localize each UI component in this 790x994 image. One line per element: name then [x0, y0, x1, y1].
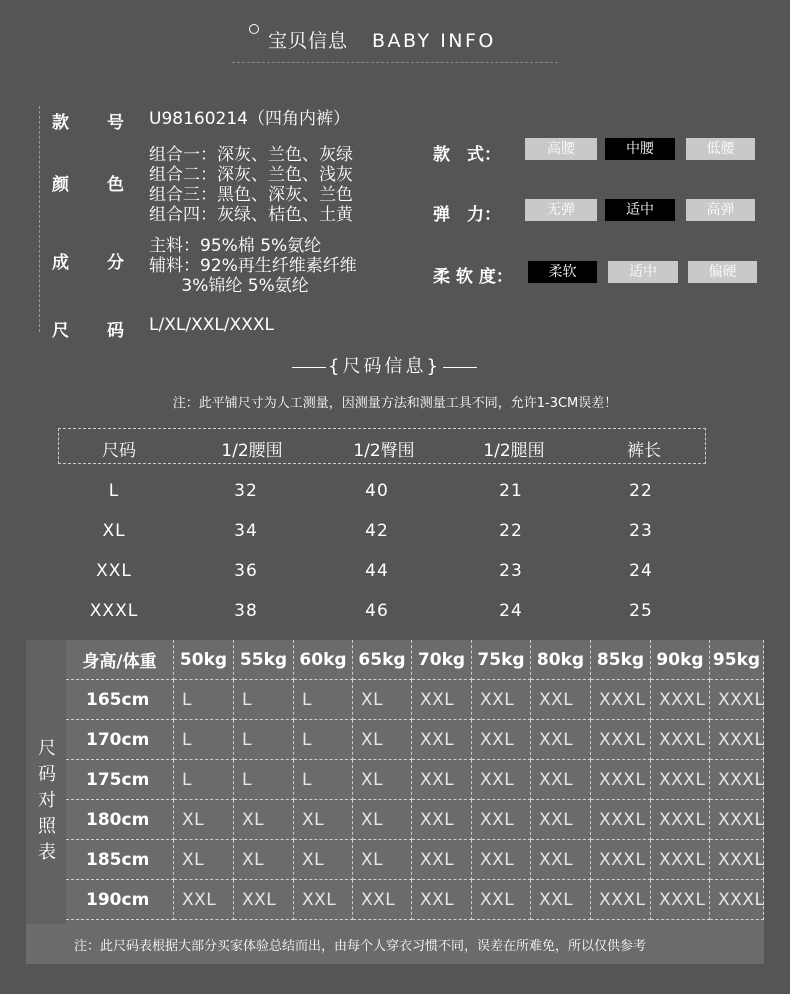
color-label-2: 色: [107, 175, 124, 195]
reference-size-cell: XL: [353, 720, 412, 760]
attr-elastic-label: 弹 力：: [433, 205, 501, 225]
size-table-cell: 24: [499, 601, 523, 621]
reference-weight-header: 50kg: [174, 640, 234, 680]
reference-size-cell: XXL: [472, 720, 531, 760]
attr-elastic-option-2: 适中: [605, 199, 675, 221]
reference-size-cell: XXXL: [651, 840, 710, 880]
attr-elastic-option-1: 无弹: [525, 199, 597, 221]
material-line-3: 3%锦纶 5%氨纶: [149, 276, 309, 296]
reference-size-cell: XXL: [412, 760, 472, 800]
reference-size-cell: XXXL: [591, 680, 651, 720]
reference-weight-header: 85kg: [591, 640, 651, 680]
attr-style-option-3: 低腰: [686, 138, 755, 160]
reference-weight-header: 90kg: [651, 640, 710, 680]
size-reference-grid: [66, 640, 764, 924]
attr-style-option-1: 高腰: [525, 138, 597, 160]
attr-softness-option-3: 偏硬: [688, 261, 757, 283]
size-table-cell: 32: [234, 481, 258, 501]
style-no-label-1: 款: [52, 113, 69, 133]
reference-size-cell: XXL: [412, 720, 472, 760]
reference-size-cell: XXL: [472, 880, 531, 920]
reference-size-cell: XXL: [234, 880, 294, 920]
reference-height-header: 190cm: [66, 880, 174, 920]
reference-height-header: 165cm: [66, 680, 174, 720]
reference-size-cell: XXL: [472, 840, 531, 880]
style-no-value: U98160214（四角内裤）: [149, 109, 350, 129]
header-divider: [232, 62, 558, 63]
reference-size-cell: XXL: [531, 760, 591, 800]
reference-size-cell: XXXL: [710, 720, 764, 760]
size-label-2: 码: [107, 321, 124, 341]
size-table-cell: XXL: [96, 561, 132, 581]
color-line-4: 组合四：灰绿、桔色、土黄: [149, 205, 353, 225]
size-header-size: 尺码: [102, 441, 136, 461]
reference-size-cell: XXL: [472, 800, 531, 840]
size-table-cell: 36: [234, 561, 258, 581]
size-table-cell: 22: [629, 481, 653, 501]
reference-height-header: 180cm: [66, 800, 174, 840]
reference-weight-header: 55kg: [234, 640, 294, 680]
reference-size-cell: XXL: [412, 840, 472, 880]
size-value: L/XL/XXL/XXXL: [149, 315, 274, 335]
reference-size-cell: XXL: [472, 680, 531, 720]
reference-corner-header: 身高/体重: [66, 640, 174, 680]
reference-size-cell: XXXL: [591, 800, 651, 840]
size-header-hip: 1/2臀围: [353, 441, 415, 461]
reference-size-cell: XXXL: [710, 800, 764, 840]
info-dashed-line: [39, 106, 40, 332]
attr-style-option-2: 中腰: [605, 138, 675, 160]
size-reference-side-label: 尺 码 对 照 表: [38, 738, 56, 863]
reference-size-cell: XXXL: [710, 880, 764, 920]
header-title: [268, 26, 496, 53]
size-label-1: 尺: [52, 321, 69, 341]
size-table-cell: 23: [629, 521, 653, 541]
reference-size-cell: L: [234, 720, 294, 760]
size-header-thigh: 1/2腿围: [483, 441, 545, 461]
material-line-1: 主料：95%棉 5%氨纶: [149, 236, 322, 256]
reference-size-cell: XXL: [412, 680, 472, 720]
size-info-title: {尺码信息}: [290, 352, 479, 378]
reference-size-cell: XXXL: [591, 760, 651, 800]
reference-size-cell: XL: [353, 800, 412, 840]
size-table-cell: XL: [102, 521, 126, 541]
reference-size-cell: XL: [294, 840, 353, 880]
header-title-cn: 宝贝信息: [268, 30, 349, 52]
reference-size-cell: XXXL: [651, 880, 710, 920]
style-no-label-2: 号: [107, 113, 124, 133]
header-circle-icon: [249, 24, 259, 34]
reference-size-cell: XXL: [174, 880, 234, 920]
reference-size-cell: XL: [353, 840, 412, 880]
reference-size-cell: XL: [234, 840, 294, 880]
reference-size-cell: XL: [294, 800, 353, 840]
reference-size-cell: XXXL: [651, 720, 710, 760]
reference-size-cell: L: [294, 680, 353, 720]
header-title-en: BABY INFO: [372, 30, 496, 52]
size-table-cell: 22: [499, 521, 523, 541]
material-line-2: 辅料：92%再生纤维素纤维: [149, 256, 357, 276]
reference-height-header: 185cm: [66, 840, 174, 880]
reference-size-cell: XXL: [531, 840, 591, 880]
color-line-1: 组合一：深灰、兰色、灰绿: [149, 145, 353, 165]
reference-weight-header: 70kg: [412, 640, 472, 680]
size-table-cell: 23: [499, 561, 523, 581]
attr-style-label: 款 式：: [433, 145, 501, 165]
attr-softness-option-1: 柔软: [528, 261, 597, 283]
reference-size-cell: XXL: [353, 880, 412, 920]
reference-size-cell: XXXL: [591, 840, 651, 880]
size-table-cell: 42: [365, 521, 389, 541]
reference-size-cell: XXL: [531, 680, 591, 720]
reference-size-cell: XL: [174, 840, 234, 880]
reference-size-cell: L: [174, 720, 234, 760]
material-label-1: 成: [52, 253, 69, 273]
reference-size-cell: L: [234, 680, 294, 720]
reference-weight-header: 65kg: [353, 640, 412, 680]
reference-height-header: 175cm: [66, 760, 174, 800]
reference-size-cell: XXXL: [651, 800, 710, 840]
reference-size-cell: L: [174, 760, 234, 800]
reference-size-cell: XXXL: [651, 760, 710, 800]
color-line-3: 组合三：黑色、深灰、兰色: [149, 185, 353, 205]
reference-weight-header: 95kg: [710, 640, 764, 680]
size-header-length: 裤长: [627, 441, 661, 461]
reference-size-cell: XXXL: [710, 840, 764, 880]
reference-size-cell: XXL: [472, 760, 531, 800]
attr-elastic-option-3: 高弹: [686, 199, 755, 221]
reference-height-header: 170cm: [66, 720, 174, 760]
size-table-cell: 24: [629, 561, 653, 581]
reference-size-cell: XXXL: [591, 880, 651, 920]
reference-size-cell: XXL: [412, 880, 472, 920]
reference-size-cell: XL: [174, 800, 234, 840]
size-table-cell: 38: [234, 601, 258, 621]
size-table-cell: XXXL: [89, 601, 139, 621]
reference-size-cell: L: [174, 680, 234, 720]
attr-softness-label: 柔 软 度：: [433, 267, 513, 287]
size-table-cell: 44: [365, 561, 389, 581]
size-table-cell: 25: [629, 601, 653, 621]
reference-size-cell: XL: [234, 800, 294, 840]
size-table-cell: L: [108, 481, 120, 501]
material-label-2: 分: [107, 253, 124, 273]
size-table-cell: 21: [499, 481, 523, 501]
size-table-cell: 40: [365, 481, 389, 501]
size-header-waist: 1/2腰围: [221, 441, 283, 461]
color-label-1: 颜: [52, 175, 69, 195]
size-table-cell: 34: [234, 521, 258, 541]
reference-weight-header: 60kg: [294, 640, 353, 680]
reference-size-cell: XXL: [294, 880, 353, 920]
reference-size-cell: XL: [353, 760, 412, 800]
reference-size-cell: XL: [353, 680, 412, 720]
reference-size-cell: L: [294, 760, 353, 800]
reference-size-cell: XXXL: [591, 720, 651, 760]
reference-size-cell: XXXL: [651, 680, 710, 720]
reference-size-cell: XXL: [531, 720, 591, 760]
reference-size-cell: XXXL: [710, 680, 764, 720]
size-table-cell: 46: [365, 601, 389, 621]
reference-size-cell: XXL: [412, 800, 472, 840]
size-info-note: 注：此平铺尺寸为人工测量，因测量方法和测量工具不同，允许1-3CM误差！: [172, 396, 618, 411]
reference-size-cell: L: [234, 760, 294, 800]
size-reference-note: 注：此尺码表根据大部分买家体验总结而出，由每个人穿衣习惯不同，误差在所难免，所以仅供参考: [74, 939, 647, 954]
reference-size-cell: XXXL: [710, 760, 764, 800]
color-line-2: 组合二：深灰、兰色、浅灰: [149, 165, 353, 185]
reference-weight-header: 80kg: [531, 640, 591, 680]
reference-weight-header: 75kg: [472, 640, 531, 680]
reference-size-cell: XXL: [531, 880, 591, 920]
reference-size-cell: XXL: [531, 800, 591, 840]
attr-softness-option-2: 适中: [608, 261, 678, 283]
reference-size-cell: L: [294, 720, 353, 760]
